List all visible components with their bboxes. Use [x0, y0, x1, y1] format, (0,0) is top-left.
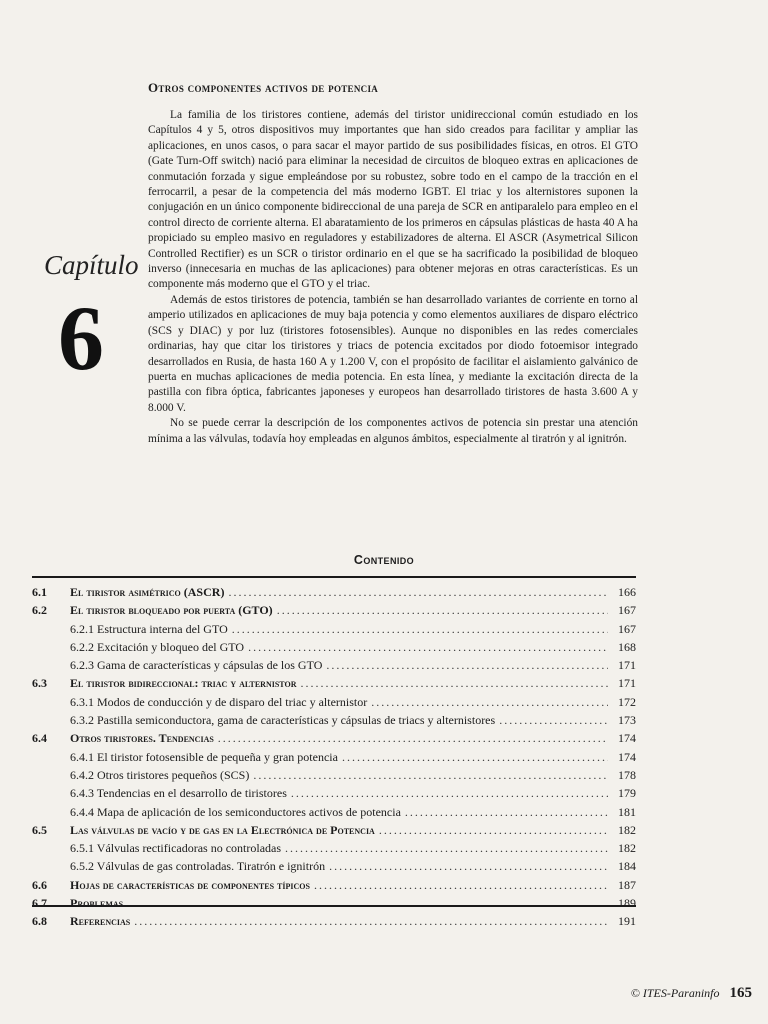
toc-entry[interactable]	[32, 713, 636, 731]
toc-entry-title: 6.5.2 Válvulas de gas controladas. Tiratrón e ignitrón	[70, 859, 326, 874]
toc-entry-title: 6.2.2 Excitación y bloqueo del GTO	[70, 639, 245, 654]
toc-entry-page: 168	[618, 639, 636, 654]
table-of-contents	[32, 585, 636, 933]
toc-entry[interactable]	[32, 805, 636, 823]
toc-entry-page: 174	[618, 749, 636, 764]
toc-entry-number: 6.5	[32, 822, 47, 837]
toc-entry-page: 179	[618, 786, 636, 801]
toc-entry-page: 172	[618, 694, 636, 709]
toc-dot-leader	[379, 823, 608, 838]
toc-dot-leader	[232, 622, 608, 637]
toc-dot-leader	[253, 768, 608, 783]
toc-entry-page: 173	[618, 713, 636, 728]
toc-entry-number: 6.8	[32, 914, 47, 929]
toc-dot-leader	[277, 603, 608, 618]
toc-entry-page: 167	[618, 603, 636, 618]
toc-entry[interactable]	[32, 841, 636, 859]
contents-bottom-rule	[32, 905, 636, 907]
contents-top-rule	[32, 576, 636, 578]
toc-entry-title: 6.3.2 Pastilla semiconductora, gama de características y cápsulas de triacs y alternistores	[70, 713, 496, 728]
toc-entry-number: 6.7	[32, 896, 47, 911]
toc-entry-page: 181	[618, 804, 636, 819]
toc-entry-number: 6.4	[32, 731, 47, 746]
toc-entry-number: 6.1	[32, 585, 47, 599]
toc-entry-title: Referencias	[70, 914, 131, 929]
toc-entry[interactable]	[32, 622, 636, 640]
toc-entry-page: 166	[618, 585, 636, 599]
toc-entry-title: 6.2.1 Estructura interna del GTO	[70, 621, 228, 636]
toc-entry[interactable]	[32, 658, 636, 676]
toc-dot-leader	[228, 585, 608, 600]
toc-entry-title: El tiristor asimétrico (ASCR)	[70, 585, 225, 599]
toc-entry-title: El tiristor bidireccional: triac y alternistor	[70, 676, 297, 691]
toc-entry[interactable]	[32, 676, 636, 694]
toc-entry-page: 184	[618, 859, 636, 874]
toc-entry-page: 178	[618, 767, 636, 782]
toc-entry-title: Otros tiristores. Tendencias	[70, 731, 214, 746]
toc-entry-page: 167	[618, 621, 636, 636]
toc-entry-page: 187	[618, 877, 636, 892]
intro-paragraph: Además de estos tiristores de potencia, también se han desarrollado variantes de corriente en torno al amperio utilizados en aplicaciones de muy baja potencia y como elementos auxiliares de disparo eléctrico (SCS y DIAC) y por luz (tiristores fotosensibles). Aunque no disponibles en las redes comerciales ordinarias, hay que citar los tiristores y triacs de potencia excitados por diodo fotoemisor integrado desarrollados en Rusia, de hasta 160 A y 1.200 V, con el propósito de facilitar el aislamiento galvánico de puerta en muchas aplicaciones de media potencia. En esta línea, y mediante la excitación directa de la pastilla con fibra óptica, fabricantes japoneses y europeos han desarrollado tiristores de hasta 3.600 A y 8.000 V.	[148, 293, 638, 414]
toc-entry-title: 6.2.3 Gama de características y cápsulas de los GTO	[70, 658, 323, 673]
toc-entry[interactable]	[32, 768, 636, 786]
intro-paragraph: La familia de los tiristores contiene, además del tiristor unidireccional común estudiado en los Capítulos 4 y 5, otros dispositivos muy importantes que han sido creados para facilitar y ampliar las aplicaciones, en unos casos, o para sacar el mayor partido de sus posibilidades físicas, en otros. El GTO (Gate Turn-Off switch) nació para eliminar la necesidad de circuitos de bloqueo extras en aplicaciones de conmutación forzada y sigue empleándose por su robustez, sobre todo en el campo de la tracción en el ferrocarril, a pesar de la competencia del más moderno IGBT. El triac y los alternistores suponen la conjugación en un único componente bidireccional de una pareja de SCR en antiparalelo para empleo en el control directo de corriente alterna. El abaratamiento de los primeros en cápsulas plásticas de hasta 40 A ha propiciado su empleo masivo en reguladores y estabilizadores de alterna. El ASCR (Asymetrical Silicon Controlled Rectifier) es un SCR o tiristor ordinario en el que se ha sacrificado la posibilidad de bloqueo inverso (innecesaria en muchas de las aplicaciones) para obtener mejoras en otras características. Es un componente más moderno que el GTO y el triac.	[148, 109, 638, 291]
toc-entry-title: 6.4.1 El tiristor fotosensible de pequeña y gran potencia	[70, 749, 338, 764]
toc-entry-title: 6.4.4 Mapa de aplicación de los semiconductores activos de potencia	[70, 804, 401, 819]
toc-entry-page: 182	[618, 841, 636, 856]
toc-entry[interactable]	[32, 731, 636, 749]
toc-entry-number: 6.6	[32, 877, 47, 892]
toc-dot-leader	[300, 676, 608, 691]
toc-entry-title: Problemas	[70, 896, 124, 911]
toc-entry[interactable]	[32, 585, 636, 603]
toc-entry[interactable]	[32, 603, 636, 621]
toc-entry-title: 6.4.3 Tendencias en el desarrollo de tiristores	[70, 786, 287, 801]
toc-entry-page: 191	[618, 914, 636, 929]
toc-entry[interactable]	[32, 878, 636, 896]
page-number: 165	[729, 985, 752, 1001]
toc-entry-title: 6.3.1 Modos de conducción y de disparo del triac y alternistor	[70, 694, 368, 709]
toc-dot-leader	[291, 786, 608, 801]
toc-entry-page: 171	[618, 658, 636, 673]
toc-entry[interactable]	[32, 859, 636, 877]
toc-entry-title: El tiristor bloqueado por puerta (GTO)	[70, 603, 273, 618]
toc-entry[interactable]	[32, 786, 636, 804]
toc-entry-title: 6.4.2 Otros tiristores pequeños (SCS)	[70, 767, 250, 782]
toc-entry[interactable]	[32, 914, 636, 932]
toc-dot-leader	[342, 750, 608, 765]
toc-entry-page: 182	[618, 822, 636, 837]
toc-entry[interactable]	[32, 695, 636, 713]
chapter-label: Capítulo	[44, 250, 139, 280]
toc-dot-leader	[134, 914, 608, 929]
intro-text	[148, 108, 638, 447]
toc-dot-leader	[127, 896, 608, 911]
section-title: Otros componentes activos de potencia	[148, 80, 379, 95]
toc-entry[interactable]	[32, 823, 636, 841]
toc-entry-title: Hojas de características de componentes típicos	[70, 877, 310, 892]
toc-dot-leader	[371, 695, 608, 710]
toc-dot-leader	[326, 658, 608, 673]
toc-dot-leader	[499, 713, 608, 728]
toc-dot-leader	[285, 841, 608, 856]
toc-entry-number: 6.2	[32, 603, 47, 618]
toc-entry-page: 174	[618, 731, 636, 746]
intro-paragraph: No se puede cerrar la descripción de los componentes activos de potencia sin prestar una atención mínima a las válvulas, todavía hoy empleadas en algunos ámbitos, especialmente al tiratrón y al ignitrón.	[148, 417, 638, 445]
toc-dot-leader	[218, 731, 608, 746]
toc-dot-leader	[329, 859, 608, 874]
toc-dot-leader	[248, 640, 608, 655]
page-footer	[631, 985, 752, 1002]
contents-heading: Contenido	[353, 553, 415, 567]
publisher-credit: © ITES-Paraninfo	[630, 986, 720, 1000]
toc-entry[interactable]	[32, 750, 636, 768]
toc-entry-number: 6.3	[32, 676, 47, 691]
chapter-number: 6	[58, 287, 104, 389]
toc-dot-leader	[405, 805, 608, 820]
toc-entry-page: 171	[618, 676, 636, 691]
toc-dot-leader	[314, 878, 608, 893]
toc-entry-title: 6.5.1 Válvulas rectificadoras no controladas	[70, 841, 282, 856]
toc-entry-title: Las válvulas de vacío y de gas en la Electrónica de Potencia	[70, 822, 375, 837]
toc-entry-page: 189	[618, 896, 636, 911]
toc-entry[interactable]	[32, 640, 636, 658]
